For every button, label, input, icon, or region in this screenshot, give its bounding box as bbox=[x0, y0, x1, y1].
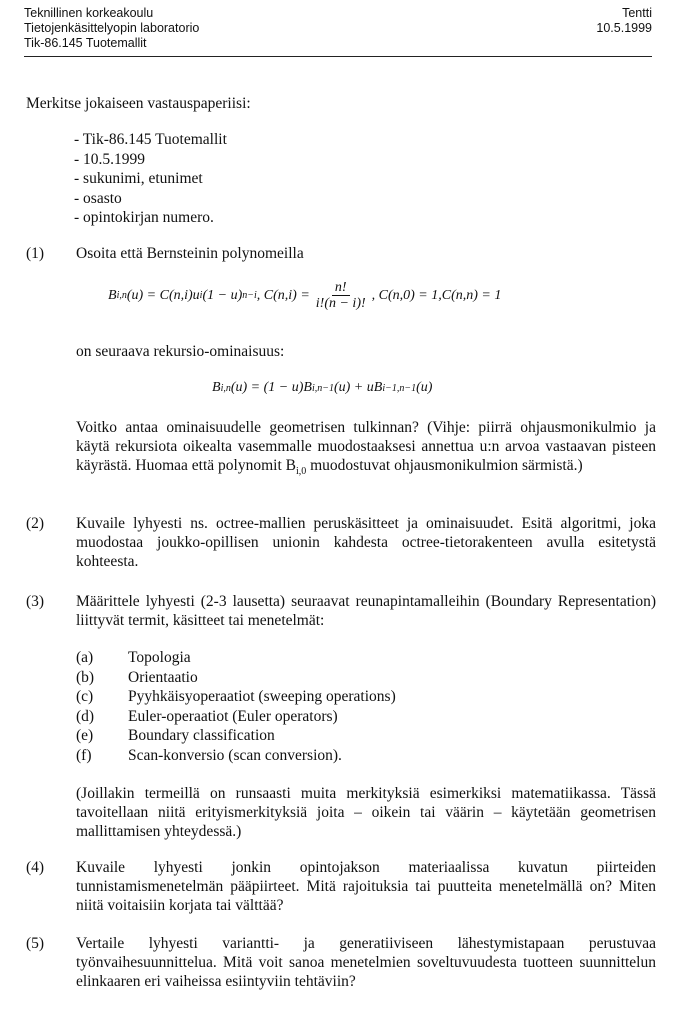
bernstein-formula bbox=[108, 280, 501, 311]
formula-sup: n−i bbox=[242, 290, 257, 301]
header-divider bbox=[24, 56, 652, 57]
laboratory-name: Tietojenkäsittelyopin laboratorio bbox=[24, 21, 200, 35]
question-number: (3) bbox=[26, 593, 45, 610]
question-3-text: Määrittele lyhyesti (2-3 lausetta) seuraavat reunapintamalleihin (Boundary Representation) liittyvät termit, käsitteet tai menetelmät: bbox=[76, 593, 656, 629]
formula-term: B bbox=[108, 287, 117, 303]
formula-sub: i,n−1 bbox=[311, 382, 334, 394]
fraction-denominator: i!(n − i)! bbox=[315, 296, 366, 311]
formula-term: (u) = (1 − u)B bbox=[230, 380, 312, 395]
question-1-recursion-intro: on seuraava rekursio-ominaisuus: bbox=[76, 343, 285, 360]
header-left bbox=[24, 6, 199, 51]
header-right bbox=[596, 6, 652, 36]
formula-term: B bbox=[212, 380, 221, 395]
question-number: (4) bbox=[26, 859, 45, 876]
question-1-hint-end: muodostuvat ohjausmonikulmion särmistä.) bbox=[306, 457, 583, 474]
question-number: (5) bbox=[26, 935, 45, 952]
question-3-note-text: (Joillakin termeillä on runsaasti muita merkityksiä esimerkiksi matematiikassa. Tässä tavoitellaan niitä erityismerkityksiä joita – oikein tai väärin – käytetään geometrisen mallittamisen yhteydessä.) bbox=[76, 785, 656, 840]
formula-sub: i,0 bbox=[295, 466, 307, 478]
question-2-text: Kuvaile lyhyesti ns. octree-mallien peruskäsitteet ja ominaisuudet. Esitä algoritmi, joka muodostaa joukko-opillisen unionin kahdesta octree-tietorakenteen avulla esitetystä kohteesta. bbox=[76, 515, 656, 570]
item-text: Scan-konversio (scan conversion). bbox=[128, 746, 342, 764]
formula-sub: i−1,n−1 bbox=[382, 382, 417, 394]
formula-term: (u) + uB bbox=[333, 380, 383, 395]
question-1-interpretation bbox=[76, 418, 656, 481]
question-number: (2) bbox=[26, 515, 45, 532]
item-label: (d) bbox=[76, 707, 95, 725]
exam-date: 10.5.1999 bbox=[596, 21, 652, 35]
item-text: Orientaatio bbox=[128, 668, 198, 686]
recursion-formula bbox=[212, 380, 432, 396]
item-label: (b) bbox=[76, 668, 95, 686]
item-label: (e) bbox=[76, 727, 94, 744]
item-label: (a) bbox=[76, 649, 94, 666]
course-name: Tik-86.145 Tuotemallit bbox=[24, 36, 147, 50]
intro-text: Merkitse jokaiseen vastauspaperiisi: bbox=[26, 95, 251, 112]
question-1-intro: Osoita että Bernsteinin polynomeilla bbox=[76, 245, 304, 262]
formula-term: (1 − u) bbox=[202, 287, 243, 303]
exam-label: Tentti bbox=[622, 6, 652, 20]
info-item: - sukunimi, etunimet bbox=[74, 170, 203, 187]
formula-term: , C(n,0) = 1,C(n,n) = 1 bbox=[371, 287, 502, 303]
formula-term: (u) = C(n,i)u bbox=[126, 287, 200, 303]
fraction-numerator: n! bbox=[332, 280, 350, 296]
formula-sub: i,n bbox=[220, 382, 231, 394]
info-item: - opintokirjan numero. bbox=[74, 209, 214, 226]
item-text: Euler-operaatiot (Euler operators) bbox=[128, 707, 338, 725]
item-label: (c) bbox=[76, 688, 94, 705]
info-item: - osasto bbox=[74, 189, 122, 207]
info-list bbox=[74, 130, 227, 228]
question-number: (1) bbox=[26, 245, 45, 262]
item-label: (f) bbox=[76, 746, 92, 764]
formula-sup: i bbox=[199, 290, 203, 301]
info-item: - 10.5.1999 bbox=[74, 150, 146, 168]
question-1-hint-text: Voitko antaa ominaisuudelle geometrisen tulkinnan? (Vihje: piirrä ohjausmonikulmio ja käytä rekursiota oikealta vasemmalle muodostaaksesi annettua u:n arvoa vastaavan pisteen käyrästä. Huomaa että polynomit B bbox=[76, 419, 656, 474]
item-text: Boundary classification bbox=[128, 727, 275, 744]
formula-sub: i,n bbox=[116, 290, 127, 301]
item-text: Topologia bbox=[128, 649, 191, 666]
university-name: Teknillinen korkeakoulu bbox=[24, 6, 154, 20]
question-4-text: Kuvaile lyhyesti jonkin opintojakson materiaalissa kuvatun piirteiden tunnistamismenetelmän pääpiirteet. Mitä rajoituksia tai puutteita menetelmällä on? Miten niitä voitaisiin korjata tai välttää? bbox=[76, 859, 656, 914]
formula-term: , C(n,i) = bbox=[256, 287, 310, 303]
question-5-text: Vertaile lyhyesti variantti- ja generatiiviseen lähestymistapaan perustuvaa työnvaihesuunnittelua. Mitä voit sanoa menetelmien soveltuvuudesta tuotteen suunnittelun elinkaaren eri vaiheissa esiintyviin tehtäviin? bbox=[76, 935, 656, 990]
binomial-fraction bbox=[313, 280, 369, 311]
item-text: Pyyhkäisyoperaatiot (sweeping operations) bbox=[128, 688, 396, 705]
info-item: - Tik-86.145 Tuotemallit bbox=[74, 131, 227, 148]
formula-term: (u) bbox=[416, 380, 433, 395]
